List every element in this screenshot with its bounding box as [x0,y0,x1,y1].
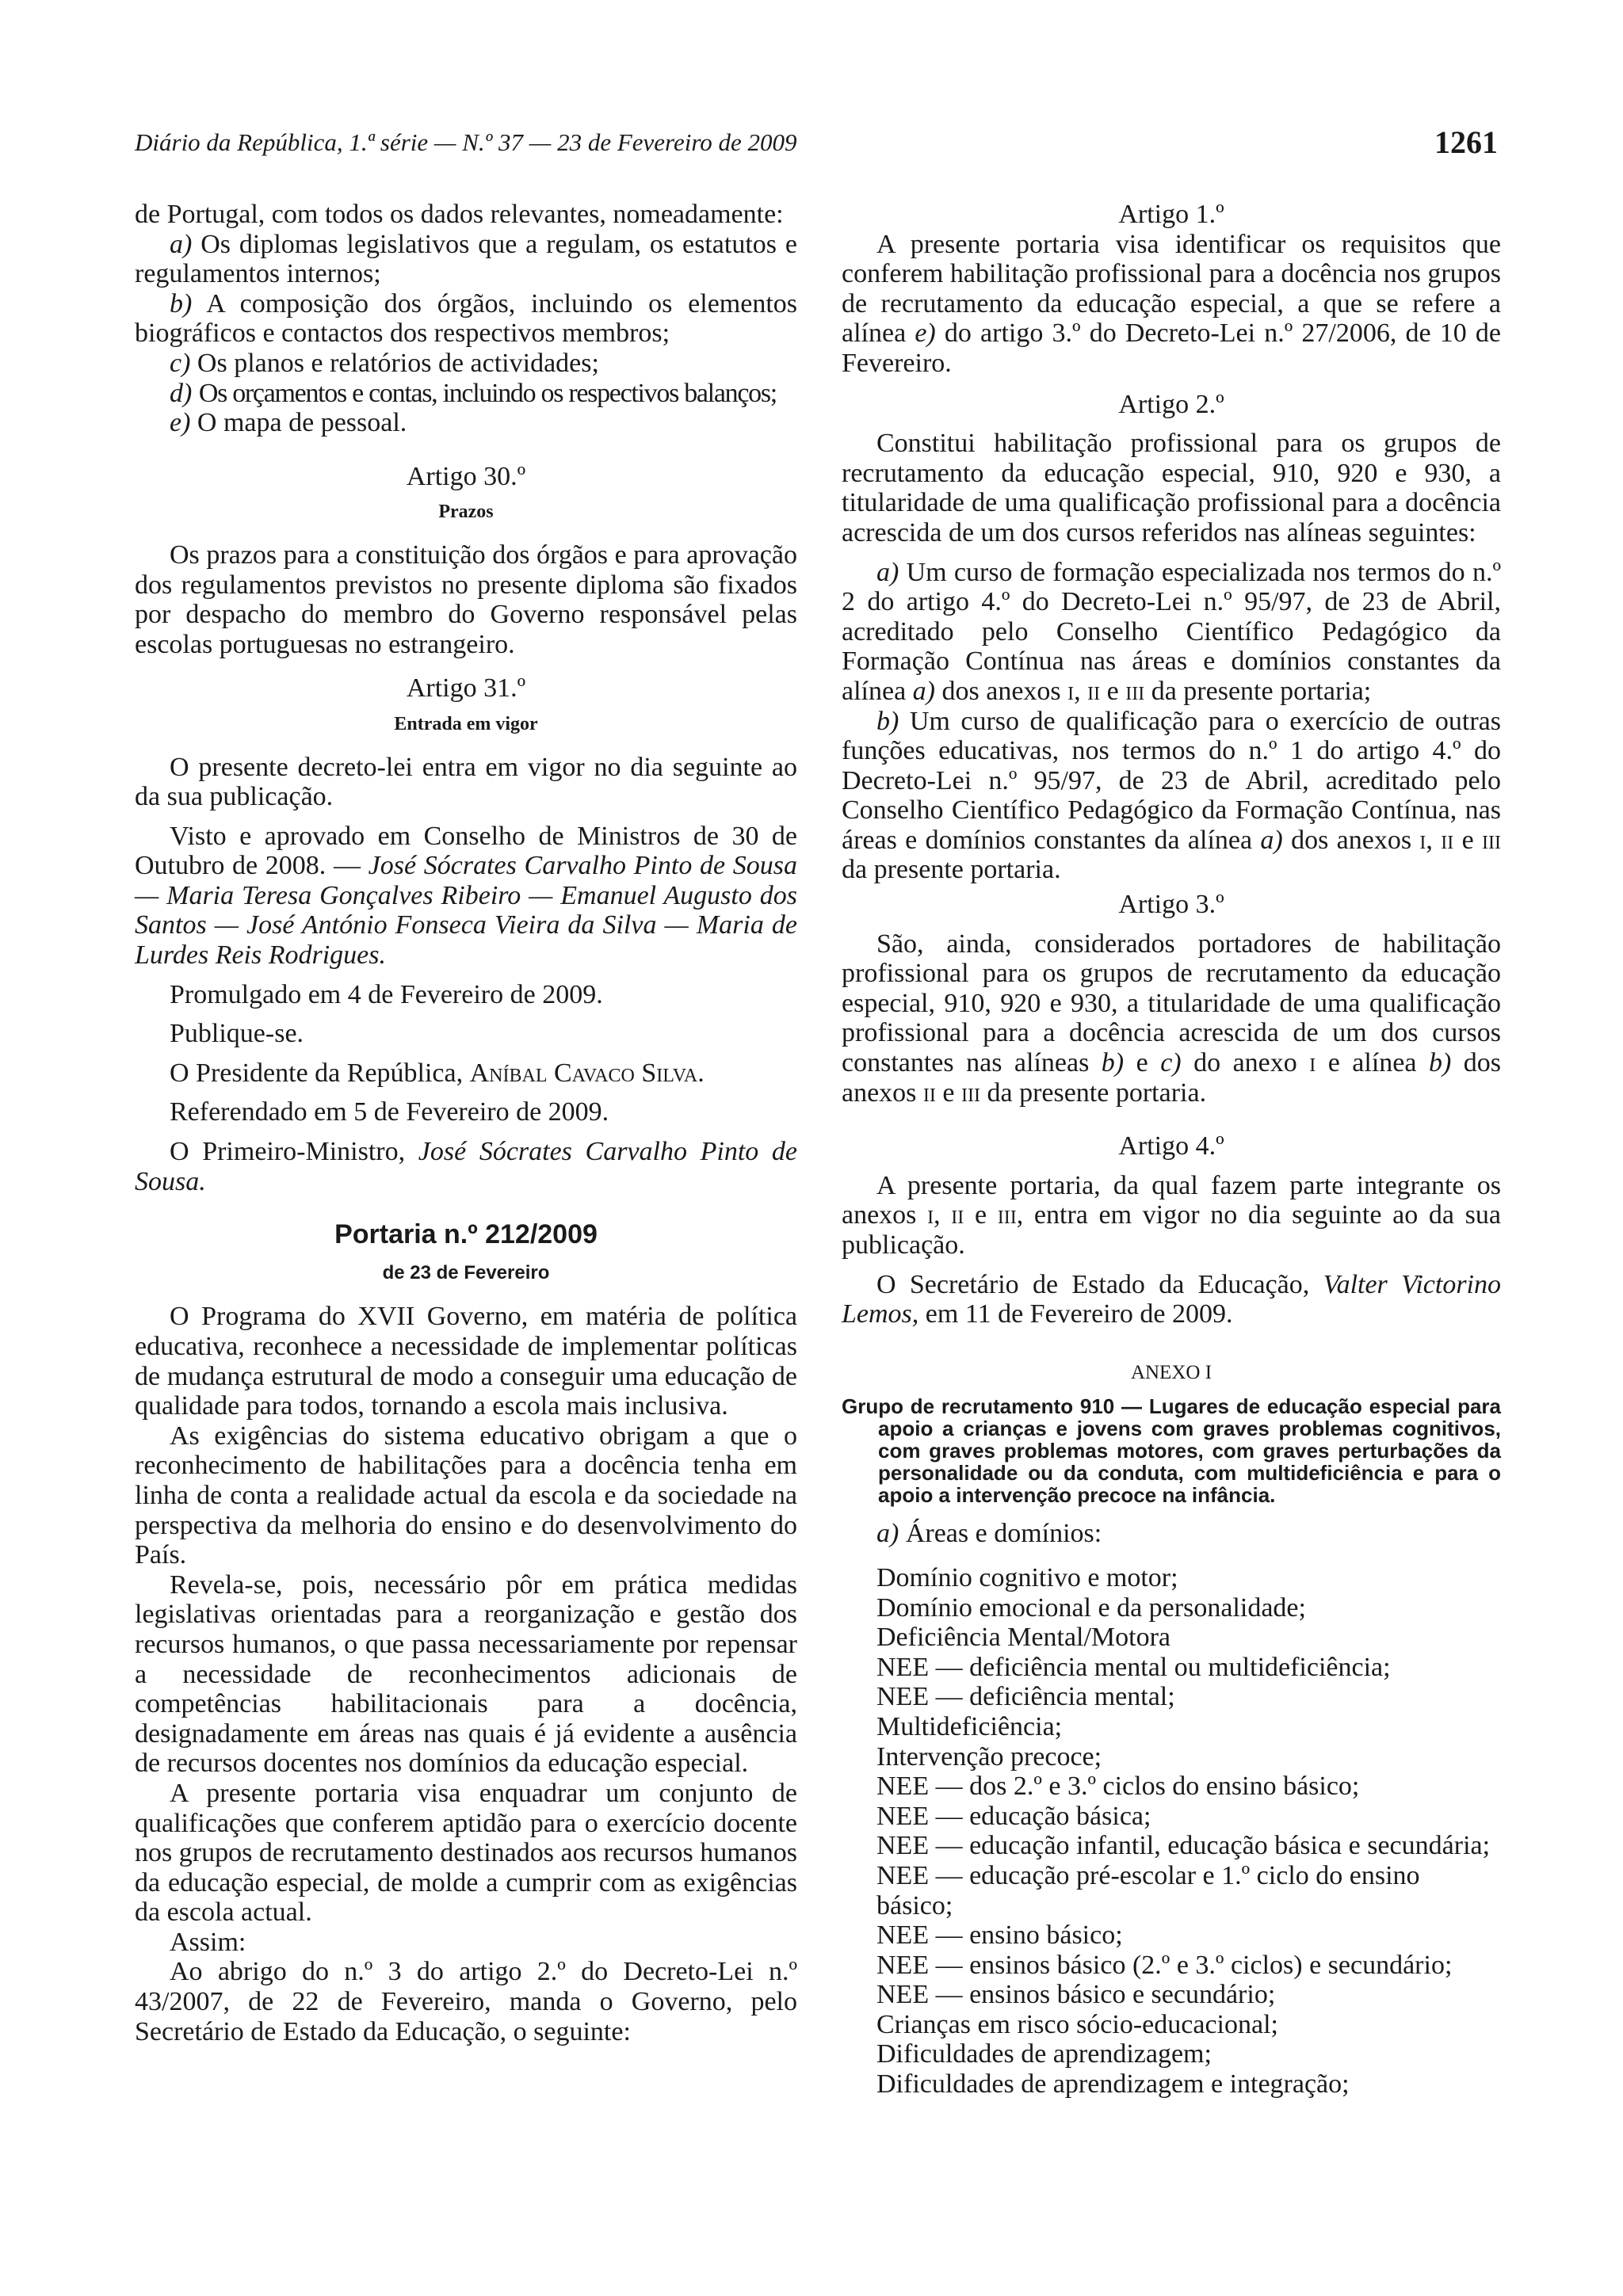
portaria-paragraphs [135,1302,797,2046]
primeiro-name: José Sócrates Carvalho Pinto de Sousa. [135,1137,798,1196]
portaria-paragraph: Revela-se, pois, necessário pôr em prática medidas legislativas orientadas para a reorganização e gestão dos recursos humanos, o que passa necessariamente por repensar a necessidade de reconhecimentos adicionais de competências habilitacionais para a docência, designadamente em áreas nas quais é já evidente a ausência de recursos docentes nos domínios da educação especial. [135,1569,797,1779]
portaria-title: Portaria n.º 212/2009 [334,1219,598,1250]
portaria-paragraph: A presente portaria visa enquadrar um conjunto de qualificações que conferem aptidão para o exercício docente nos grupos de recrutamento destinados aos recursos humanos da educação especial, de molde a cumprir com as exigências da escola actual. [135,1778,797,1928]
anexo-title: ANEXO I [1130,1361,1212,1383]
article-2-title: Artigo 2.º [1118,389,1224,419]
article-30-title: Artigo 30.º [406,461,526,491]
item-letter: a) [170,229,193,259]
portaria-paragraph: Assim: [170,1927,246,1957]
item-letter: b) [170,288,193,318]
left-column [135,200,797,2046]
item-a-text2: dos anexos [941,676,1061,706]
art4-e: e [974,1200,987,1230]
art3-t4: dos anexos [842,1048,1502,1108]
article-1-text [842,230,1501,379]
item-a-text: Um curso de formação especializada nos termos do n.º 2 do artigo 4.º do Decreto-Lei n.º 95/97, de 23 de Abril, acreditado pelo Conselho Científico Pedagógico da Formação Contínua nas áreas e domínios constantes da alínea [842,557,1502,706]
article-4-text [842,1171,1501,1261]
list-item [135,408,797,438]
domain-item: Dificuldades de aprendizagem e integração; [876,2069,1350,2100]
domain-item: Multideficiência; [876,1711,1063,1741]
domain-item: NEE — deficiência mental; [876,1682,1175,1712]
art3-r1: i [1309,1048,1316,1078]
secretario-line [842,1270,1501,1329]
article-2-item-a [842,558,1501,707]
domain-item: NEE — educação básica; [876,1801,1151,1831]
publique-text: Publique-se. [170,1019,304,1049]
right-column [842,200,1501,2100]
page-header [135,124,1498,168]
presidente-name: Aníbal Cavaco Silva. [469,1058,705,1088]
domain-item: NEE — deficiência mental ou multideficiência; [876,1652,1391,1682]
article-1-text-a: A presente portaria visa identificar os requisitos que conferem habilitação profissional para a docência nos grupos de recrutamento da educação especial, a que se refere a alínea [842,229,1501,349]
item-a-end: da presente portaria; [1151,676,1372,706]
article-1-ref: e) [915,318,936,349]
domain-item: Deficiência Mental/Motora [876,1623,1171,1653]
art3-b2: b) [1428,1048,1452,1078]
item-b-e: e [1461,825,1474,855]
item-a-letter: a) [876,557,899,587]
item-text: Os planos e relatórios de actividades; [197,348,599,378]
art3-b: b) [1101,1048,1125,1078]
art3-r3: iii [961,1077,980,1108]
domain-item: NEE — educação infantil, educação básica e secundária; [876,1831,1491,1861]
art3-t2: do anexo [1193,1048,1297,1078]
areas-text: Áreas e domínios: [905,1519,1102,1549]
primeiro-ministro-line [135,1137,797,1196]
article-31-title: Artigo 31.º [406,673,526,704]
domain-item: NEE — ensinos básico (2.º e 3.º ciclos) e secundário; [876,1950,1453,1980]
secretario-name: Valter Victorino Lemos, [842,1269,1502,1329]
article-31-text: O presente decreto-lei entra em vigor no dia seguinte ao da sua publicação. [135,752,797,812]
secretario-date: em 11 de Fevereiro de 2009. [925,1299,1233,1329]
list-item [135,379,797,409]
domain-item: NEE — educação pré-escolar e 1.º ciclo do ensino básico; [876,1860,1420,1920]
journal-title: Diário da República, 1.ª série — N.º 37 — 23 de Fevereiro de 2009 [135,128,797,156]
article-2-text: Constitui habilitação profissional para os grupos de recrutamento da educação especial, 910, 920 e 930, a titularidade de uma qualificação profissional para a docência acrescida de um dos cursos referidos nas alíneas seguintes: [842,429,1501,547]
item-text: O mapa de pessoal. [197,408,407,438]
domain-item: Domínio cognitivo e motor; [876,1562,1178,1592]
article-30-heading: Prazos [438,502,494,523]
domain-item: NEE — ensinos básico e secundário; [876,1980,1276,2010]
article-3-title: Artigo 3.º [1118,890,1224,920]
item-a-e: e [1106,676,1119,706]
item-a-roman: i, ii [1067,676,1101,706]
art3-e1: e [1136,1048,1148,1078]
domain-item: NEE — dos 2.º e 3.º ciclos do ensino básico; [876,1772,1360,1802]
art4-r: i, ii [927,1200,964,1230]
article-1-text-b: do artigo 3.º do Decreto-Lei n.º 27/2006, de 10 de Fevereiro. [842,318,1502,378]
areas-label [842,1519,1501,1549]
domain-list [842,1563,1501,2100]
article-30-text: Os prazos para a constituição dos órgãos e para aprovação dos regulamentos previstos no presente diploma são fixados por despacho do membro do Governo responsável pelas escolas portuguesas no estrangeiro. [135,540,797,659]
item-b-roman2: iii [1482,825,1502,855]
promulgado-text: Promulgado em 4 de Fevereiro de 2009. [170,979,603,1009]
list-item [135,349,797,379]
article-31-heading: Entrada em vigor [394,713,538,734]
domain-item: NEE — ensino básico; [876,1920,1123,1951]
portaria-paragraph: Ao abrigo do n.º 3 do artigo 2.º do Decreto-Lei n.º 43/2007, de 22 de Fevereiro, manda o Governo, pelo Secretário de Estado da Educação, o seguinte: [135,1957,797,2046]
item-b-roman: i, ii [1419,825,1454,855]
visto-paragraph [135,822,797,971]
domain-item: Crianças em risco sócio-educacional; [876,2009,1278,2039]
item-a-roman2: iii [1125,676,1145,706]
areas-letter: a) [876,1519,899,1549]
grupo-heading: Grupo de recrutamento 910 — Lugares de educação especial para apoio a crianças e jovens com graves problemas cognitivos, com graves problemas motores, com graves perturbações da personalidade ou da conduta, com multideficiência e para o apoio a intervenção precoce na infância. [842,1394,1501,1508]
item-b-text: Um curso de qualificação para o exercício de outras funções educativas, nos termos do n.º 1 do artigo 4.º do Decreto-Lei n.º 95/97, de 23 de Abril, acreditado pelo Conselho Científico Pedagógico da Formação Contínua, nas áreas e domínios constantes da alínea [842,706,1501,855]
item-letter: d) [170,378,193,408]
art4-a: A presente portaria, da qual fazem parte integrante os anexos [842,1170,1501,1230]
item-b-ref: a) [1260,825,1283,855]
item-b-text2: dos anexos [1291,825,1412,855]
portaria-paragraph: O Programa do XVII Governo, em matéria de política educativa, reconhece a necessidade de implementar políticas de mudança estrutural de modo a conseguir uma educação de qualidade para todos, tornando a escola mais inclusiva. [135,1302,797,1421]
domain-item: Dificuldades de aprendizagem; [876,2039,1212,2069]
item-text: Os orçamentos e contas, incluindo os respectivos balanços; [198,378,777,408]
article-4-title: Artigo 4.º [1118,1131,1224,1161]
art4-r2: iii, [997,1200,1024,1230]
art3-r2: ii [922,1077,936,1108]
item-letter: e) [170,408,191,438]
art3-e2: e [942,1077,955,1108]
continuation-text: de Portugal, com todos os dados relevantes, nomeadamente: [135,200,784,229]
art3-t3: e alínea [1327,1048,1417,1078]
visto-text: Visto e aprovado em Conselho de Ministros de 30 de Outubro de 2008. — [135,821,797,881]
art4-b: entra em vigor no dia seguinte ao da sua publicação. [842,1200,1502,1260]
item-letter: c) [170,348,191,378]
art3-a: São, ainda, considerados portadores de habilitação profissional para os grupos de recrutamento da educação especial, 910, 920 e 930, a titularidade de uma qualificação profissional para a docência acrescida de um dos cursos constantes nas alíneas [842,929,1501,1078]
portaria-date: de 23 de Fevereiro [382,1261,550,1283]
list-item [135,230,797,289]
page-number: 1261 [1434,124,1498,160]
domain-item: Intervenção precoce; [876,1741,1102,1772]
presidente-label: O Presidente da República, [170,1058,464,1088]
item-list [135,230,797,438]
item-text: A composição dos órgãos, incluindo os elementos biográficos e contactos dos respectivos membros; [135,288,798,349]
item-a-ref: a) [912,676,935,706]
article-3-text [842,929,1501,1108]
article-1-title: Artigo 1.º [1118,200,1224,229]
domain-item: Domínio emocional e da personalidade; [876,1592,1306,1623]
primeiro-label: O Primeiro-Ministro, [170,1137,406,1167]
referendado-text: Referendado em 5 de Fevereiro de 2009. [170,1097,609,1127]
list-item [135,289,797,349]
item-text: Os diplomas legislativos que a regulam, os estatutos e regulamentos internos; [135,229,797,289]
item-b-end: da presente portaria. [842,855,1061,885]
secretario-label: O Secretário de Estado da Educação, [876,1269,1310,1299]
presidente-line [135,1058,797,1089]
visto-signatories: José Sócrates Carvalho Pinto de Sousa — Maria Teresa Gonçalves Ribeiro — Emanuel Augusto dos Santos — José António Fonseca Vieira da Silva — Maria de Lurdes Reis Rodrigues. [135,851,798,971]
item-b-letter: b) [876,706,899,736]
art3-end: da presente portaria. [987,1077,1207,1108]
art3-c: c) [1160,1048,1182,1078]
portaria-paragraph: As exigências do sistema educativo obrigam a que o reconhecimento de habilitações para a docência tenha em linha de conta a realidade actual da escola e da sociedade na perspectiva da melhoria do ensino e do desenvolvimento do País. [135,1421,797,1570]
article-2-item-b [842,707,1501,886]
